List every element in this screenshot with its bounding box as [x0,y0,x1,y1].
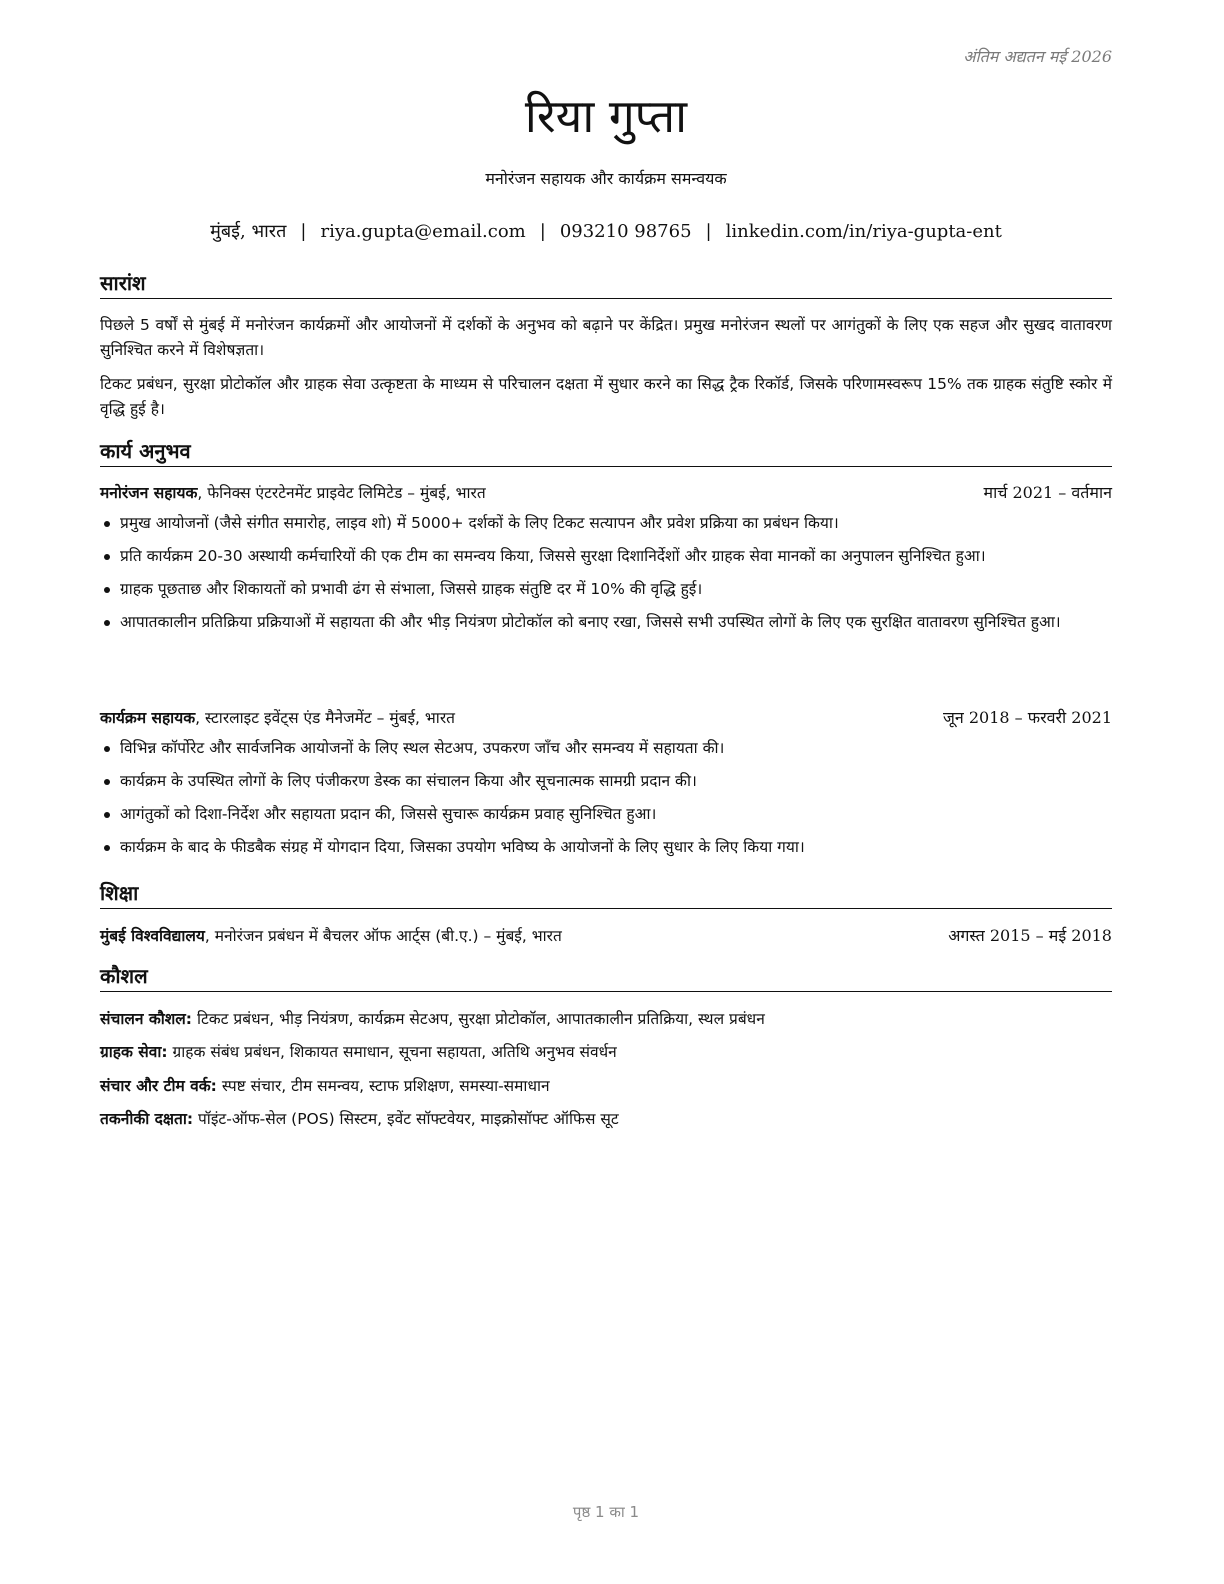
job-bullet: आगंतुकों को दिशा-निर्देश और सहायता प्रदान की, जिससे सुचारू कार्यक्रम प्रवाह सुनिश्चित हुआ। [100,802,1112,826]
section-heading-education: शिक्षा [100,880,1112,909]
job-title: मनोरंजन सहायक [100,484,198,502]
job-org: , फेनिक्स एंटरटेनमेंट प्राइवेट लिमिटेड – मुंबई, भारत [197,484,486,502]
skill-value: टिकट प्रबंधन, भीड़ नियंत्रण, कार्यक्रम सेटअप, सुरक्षा प्रोटोकॉल, आपातकालीन प्रतिक्रिया, स्थल प्रबंधन [192,1010,765,1028]
job-header [100,706,1112,730]
job-title-line [100,481,486,505]
skill-value: स्पष्ट संचार, टीम समन्वय, स्टाफ प्रशिक्षण, समस्या-समाधान [216,1077,550,1095]
job-title-line [100,706,455,730]
contact-separator: | [539,221,546,242]
contact-linkedin[interactable]: linkedin.com/in/riya-gupta-ent [725,221,1002,242]
skill-value: ग्राहक संबंध प्रबंधन, शिकायत समाधान, सूचना सहायता, अतिथि अनुभव संवर्धन [167,1043,617,1061]
candidate-tagline: मनोरंजन सहायक और कार्यक्रम समन्वयक [485,169,727,188]
contact-location: मुंबई, भारत [210,221,287,242]
job-bullet: प्रमुख आयोजनों (जैसे संगीत समारोह, लाइव शो) में 5000+ दर्शकों के लिए टिकट सत्यापन और प्रवेश प्रक्रिया का प्रबंधन किया। [100,511,1112,535]
skill-label: संचार और टीम वर्क: [100,1077,217,1095]
contact-separator: | [300,221,307,242]
skill-line [100,1074,1112,1098]
resume-page [100,0,1112,1584]
skill-label: तकनीकी दक्षता: [100,1110,194,1128]
education-dates: अगस्त 2015 – मई 2018 [948,926,1112,945]
job-header [100,481,1112,505]
job-bullets [100,511,1112,643]
education-entry [100,924,1112,948]
summary-paragraph-2: टिकट प्रबंधन, सुरक्षा प्रोटोकॉल और ग्राहक सेवा उत्कृष्टता के माध्यम से परिचालन दक्षता में सुधार करने का सिद्ध ट्रैक रिकॉर्ड, जिसके परिणामस्वरूप 15% तक ग्राहक संतुष्टि स्कोर में वृद्धि हुई है। [100,375,1112,418]
job-bullet: आपातकालीन प्रतिक्रिया प्रक्रियाओं में सहायता की और भीड़ नियंत्रण प्रोटोकॉल को बनाए रखा, जिससे सभी उपस्थित लोगों के लिए एक सुरक्षित वातावरण सुनिश्चित हुआ। [100,610,1112,634]
contact-email[interactable]: riya.gupta@email.com [320,221,526,242]
last-updated-note: अंतिम अद्यतन मई 2026 [963,47,1112,66]
skill-value: पॉइंट-ऑफ-सेल (POS) सिस्टम, इवेंट सॉफ्टवेयर, माइक्रोसॉफ्ट ऑफिस सूट [193,1110,619,1128]
job-bullet: कार्यक्रम के उपस्थित लोगों के लिए पंजीकरण डेस्क का संचालन किया और सूचनात्मक सामग्री प्रदान की। [100,769,1112,793]
job-dates: जून 2018 – फरवरी 2021 [943,708,1112,727]
skill-line [100,1107,1112,1131]
skill-label: ग्राहक सेवा: [100,1043,168,1061]
job-dates: मार्च 2021 – वर्तमान [983,483,1112,502]
job-bullet: विभिन्न कॉर्पोरेट और सार्वजनिक आयोजनों के लिए स्थल सेटअप, उपकरण जाँच और समन्वय में सहायता की। [100,736,1112,760]
section-heading-summary: सारांश [100,270,1112,299]
page-number: पृष्ठ 1 का 1 [572,1503,640,1521]
education-degree: , मनोरंजन प्रबंधन में बैचलर ऑफ आर्ट्स (बी.ए.) – मुंबई, भारत [204,927,562,945]
section-heading-experience: कार्य अनुभव [100,438,1112,467]
contact-separator: | [705,221,712,242]
job-bullet: ग्राहक पूछताछ और शिकायतों को प्रभावी ढंग से संभाला, जिससे ग्राहक संतुष्टि दर में 10% की वृद्धि हुई। [100,577,1112,601]
contact-phone[interactable]: 093210 98765 [559,221,692,242]
skill-line [100,1040,1112,1064]
job-title: कार्यक्रम सहायक [100,709,196,727]
job-bullet: कार्यक्रम के बाद के फीडबैक संग्रह में योगदान दिया, जिसका उपयोग भविष्य के आयोजनों के लिए सुधार के लिए किया गया। [100,835,1112,859]
section-heading-skills: कौशल [100,963,1112,992]
contact-line [100,219,1112,243]
job-bullets [100,736,1112,868]
education-school: मुंबई विश्वविद्यालय [100,927,205,945]
candidate-name: रिया गुप्ता [524,89,688,143]
summary-paragraph-1: पिछले 5 वर्षों से मुंबई में मनोरंजन कार्यक्रमों और आयोजनों में दर्शकों के अनुभव को बढ़ाने पर केंद्रित। प्रमुख मनोरंजन स्थलों पर आगंतुकों के लिए एक सहज और सुखद वातावरण सुनिश्चित करने में विशेषज्ञता। [100,316,1112,359]
job-org: , स्टारलाइट इवेंट्स एंड मैनेजमेंट – मुंबई, भारत [195,709,455,727]
skill-line [100,1007,1112,1031]
job-bullet: प्रति कार्यक्रम 20-30 अस्थायी कर्मचारियों की एक टीम का समन्वय किया, जिससे सुरक्षा दिशानिर्देशों और ग्राहक सेवा मानकों का अनुपालन सुनिश्चित हुआ। [100,544,1112,568]
skill-label: संचालन कौशल: [100,1010,193,1028]
education-line [100,924,562,948]
